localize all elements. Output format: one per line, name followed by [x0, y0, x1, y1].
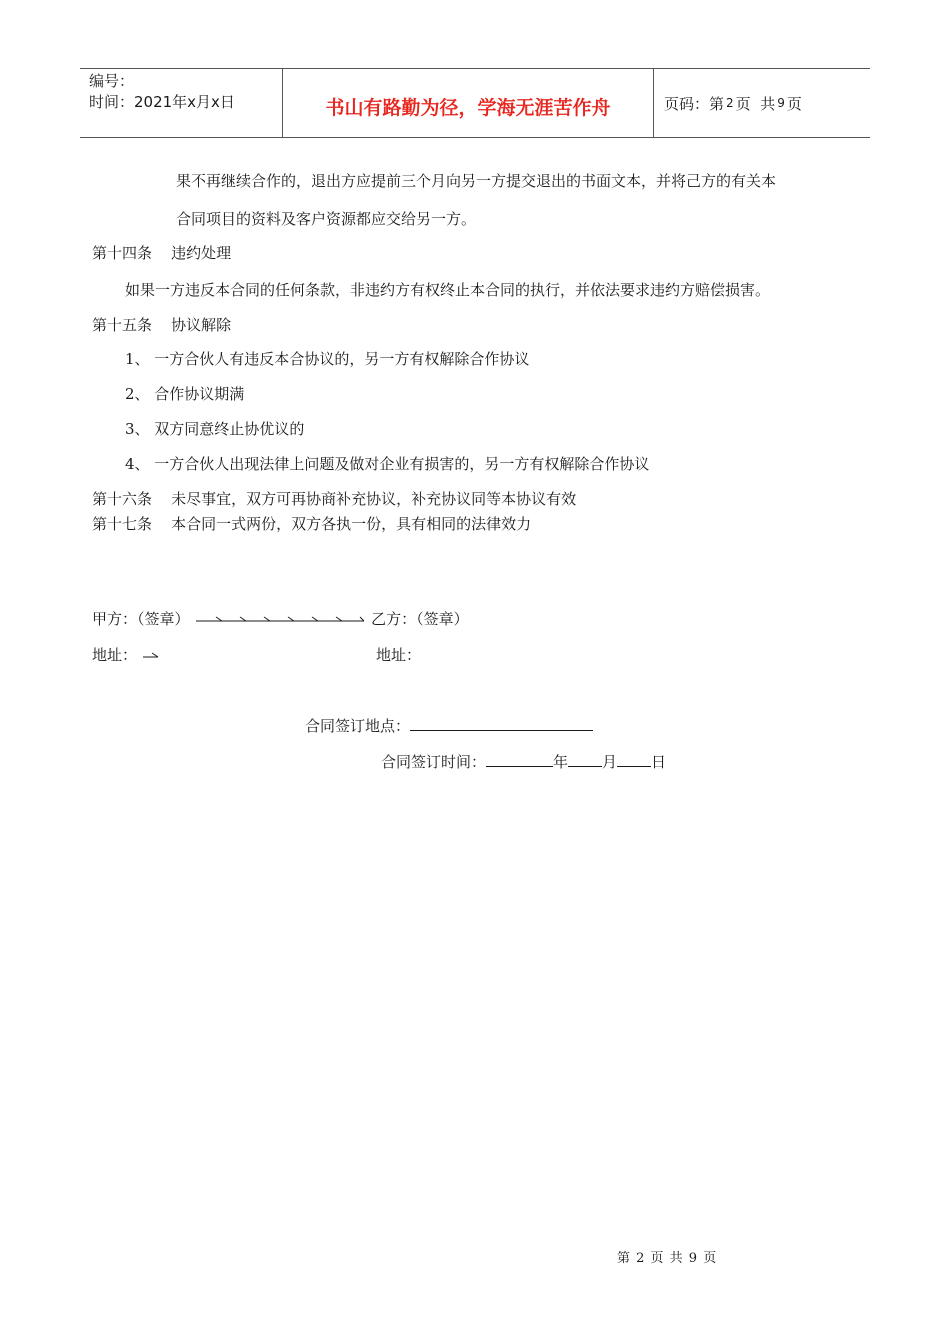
page-prefix: 页码：第 — [664, 94, 725, 113]
address-a-label: 地址： — [92, 646, 138, 664]
address-b-label: 地址： — [376, 646, 422, 664]
page-header — [80, 68, 870, 138]
article-14-title: 第十四条 违约处理 — [92, 244, 232, 262]
party-b-label: 乙方：（签章） — [371, 610, 469, 628]
article-16: 第十六条 未尽事宜，双方可再协商补充协议，补充协议同等本协议有效 — [92, 490, 577, 508]
tab-arrows-icon — [194, 614, 366, 626]
signing-place-line — [305, 715, 593, 736]
address-a-line — [92, 645, 160, 665]
article-14-text: 如果一方违反本合同的任何条款，非违约方有权终止本合同的执行，并依法要求违约方赔偿损害。 — [125, 281, 771, 299]
party-a-line — [92, 609, 469, 629]
article-15-item-3: 3、 双方同意终止协优议的 — [125, 420, 305, 438]
header-page-info — [654, 69, 870, 137]
page-footer: 第 2 页 共 9 页 — [617, 1251, 718, 1266]
day-label: 日 — [651, 753, 667, 771]
article-17: 第十七条 本合同一式两份，双方各执一份，具有相同的法律效力 — [92, 515, 532, 533]
article-15-item-1: 1、 一方合伙人有违反本合协议的，另一方有权解除合作协议 — [125, 350, 530, 368]
party-a-label: 甲方：（签章） — [92, 610, 190, 628]
year-blank — [486, 751, 553, 767]
signing-time-label: 合同签订时间： — [381, 753, 487, 771]
document-number-label: 编号： — [89, 72, 135, 90]
page-total: 9 — [777, 96, 785, 110]
month-label: 月 — [602, 753, 618, 771]
article-15-item-4: 4、 一方合伙人出现法律上问题及做对企业有损害的，另一方有权解除合作协议 — [125, 455, 650, 473]
day-blank — [617, 751, 651, 767]
signing-place-label: 合同签订地点： — [305, 717, 411, 735]
continued-line-2: 合同项目的资料及客户资源都应交给另一方。 — [176, 210, 477, 228]
header-motto: 书山有路勤为径，学海无涯苦作舟 — [282, 69, 654, 137]
year-label: 年 — [553, 753, 569, 771]
tab-arrow-icon — [142, 650, 160, 662]
page-mid: 页 共 — [735, 94, 776, 113]
page-current: 2 — [726, 96, 734, 110]
continued-line-1: 果不再继续合作的，退出方应提前三个月向另一方提交退出的书面文本，并将己方的有关本 — [176, 172, 777, 190]
header-meta — [80, 69, 282, 137]
page-suffix: 页 — [786, 94, 802, 113]
article-15-item-2: 2、 合作协议期满 — [125, 385, 245, 403]
document-time-label: 时间：2021年x月x日 — [89, 93, 235, 111]
article-15-title: 第十五条 协议解除 — [92, 316, 232, 334]
signing-time-line — [381, 751, 666, 772]
signing-place-blank — [410, 715, 593, 731]
month-blank — [568, 751, 602, 767]
